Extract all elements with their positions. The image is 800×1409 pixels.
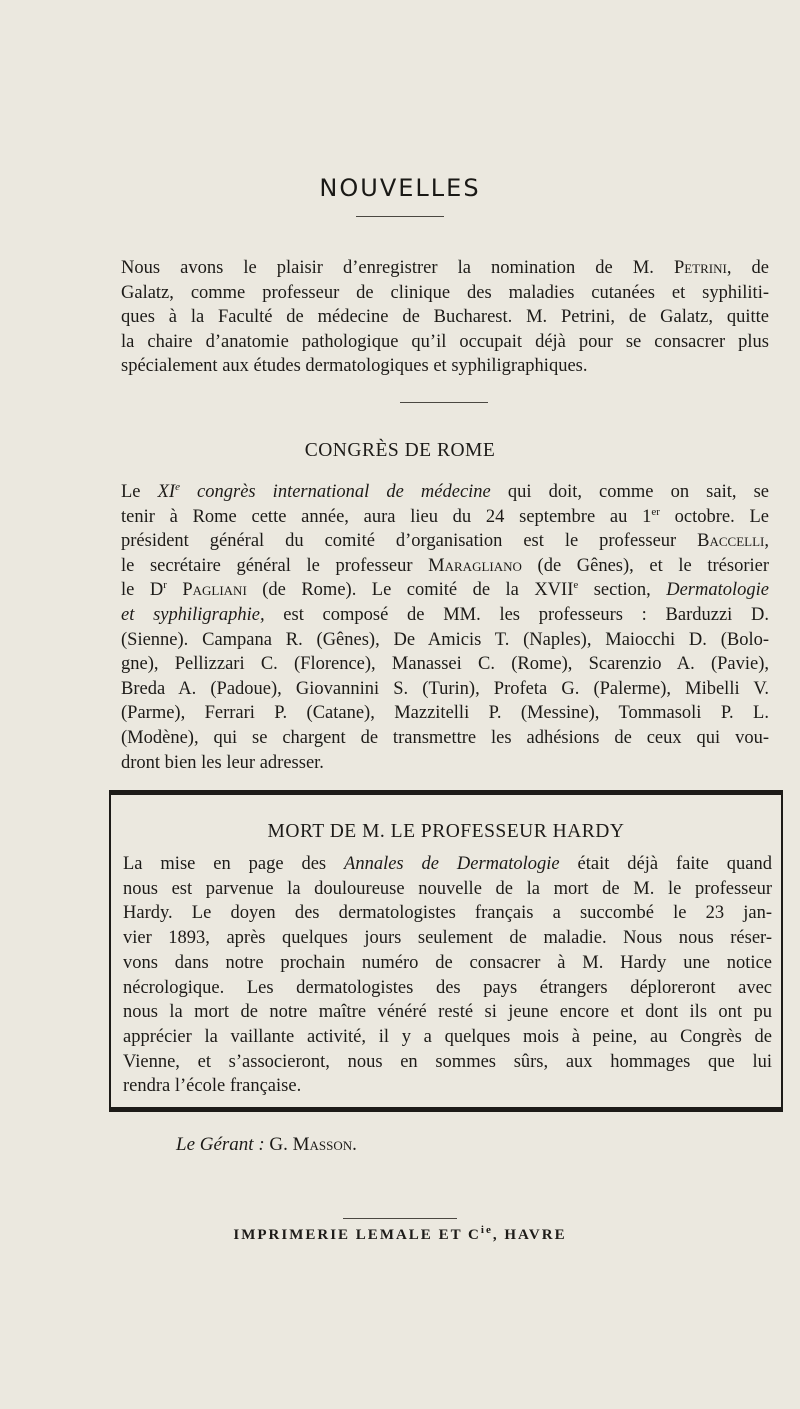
text-line: nécrologique. Les dermatologistes des pays étrangers déploreront avec: [123, 977, 772, 998]
text-line: Vienne, et s’associeront, nous en sommes sûrs, aux hommages que lui: [123, 1051, 772, 1072]
text-line: Nous avons le plaisir d’enregistrer la nomination de M. Petrini, de: [121, 258, 769, 278]
text-line: apprécier la vaillante activité, il y a quelques mois à peine, au Congrès de: [123, 1026, 772, 1047]
section-divider: [400, 402, 488, 403]
page-title: NOUVELLES: [319, 174, 481, 202]
imprint: IMPRIMERIE LEMALE ET $C^{ie}$, HAVRE: [233, 1224, 567, 1243]
title-divider: [356, 216, 444, 217]
section-heading-congres: CONGRÈS DE ROME: [304, 440, 496, 461]
text-line: Hardy. Le doyen des dermatologistes français a succombé le 23 jan-: [123, 903, 772, 924]
text-line: ques à la Faculté de médecine de Bucharest. M. Petrini, de Galatz, quitte: [121, 307, 769, 328]
text-line: Breda A. (Padoue), Giovannini S. (Turin), Profeta G. (Palerme), Mibelli V.: [121, 678, 769, 699]
obituary-box: [109, 790, 783, 1112]
congres-paragraph: [121, 480, 769, 775]
signature-label: Le Gérant :: [176, 1134, 265, 1155]
text-line: président général du comité d’organisation est le professeur Baccelli,: [121, 531, 769, 552]
text-line: (Sienne). Campana R. (Gênes), De Amicis T. (Naples), Maiocchi D. (Bolo-: [121, 629, 769, 650]
signature: [176, 1134, 357, 1156]
section-heading-hardy: MORT DE M. LE PROFESSEUR HARDY: [267, 821, 625, 842]
text-line: nous est parvenue la douloureuse nouvelle de la mort de M. le professeur: [123, 878, 772, 899]
text-line: le secrétaire général le professeur Maragliano (de Gênes), et le trésorier: [121, 555, 769, 576]
text-line: dront bien les leur adresser.: [121, 752, 324, 773]
text-line: Le XIe congrès international de médecine qui doit, comme on sait, se: [121, 480, 769, 502]
text-line: (Modène), qui se chargent de transmettre les adhésions de ceux qui vou-: [121, 727, 769, 748]
text-line: rendra l’école française.: [123, 1076, 302, 1097]
text-line: spécialement aux études dermatologiques et syphiligraphiques.: [121, 356, 588, 377]
text-line: vons dans notre prochain numéro de consacrer à M. Hardy une notice: [123, 952, 772, 973]
text-line: tenir à Rome cette année, aura lieu du 24 septembre au 1er octobre. Le: [121, 505, 769, 527]
obituary-paragraph: [123, 852, 772, 1099]
text-line: (Parme), Ferrari P. (Catane), Mazzitelli P. (Messine), Tommasoli P. L.: [121, 703, 769, 724]
imprint-divider: [343, 1218, 457, 1219]
text-line: le $D^r$ Pagliani (de Rome). Le comité de la XVIIe section, Dermatologie: [121, 579, 769, 601]
text-line: Galatz, comme professeur de clinique des maladies cutanées et syphiliti-: [121, 282, 769, 303]
text-line: la chaire d’anatomie pathologique qu’il occupait déjà pour se consacrer plus: [121, 331, 769, 352]
text-line: et syphiligraphie, est composé de MM. les professeurs : Barduzzi D.: [121, 604, 770, 625]
signature-name: G. Masson.: [269, 1134, 357, 1155]
text-line: gne), Pellizzari C. (Florence), Manassei C. (Rome), Scarenzio A. (Pavie),: [121, 654, 769, 675]
text-line: vier 1893, après quelques jours seulement de maladie. Nous nous réser-: [123, 928, 772, 949]
nomination-paragraph: [121, 256, 769, 379]
text-line: La mise en page des Annales de Dermatologie était déjà faite quand: [123, 854, 772, 874]
text-line: nous la mort de notre maître vénéré resté si jeune encore et dont ils ont pu: [123, 1002, 772, 1023]
